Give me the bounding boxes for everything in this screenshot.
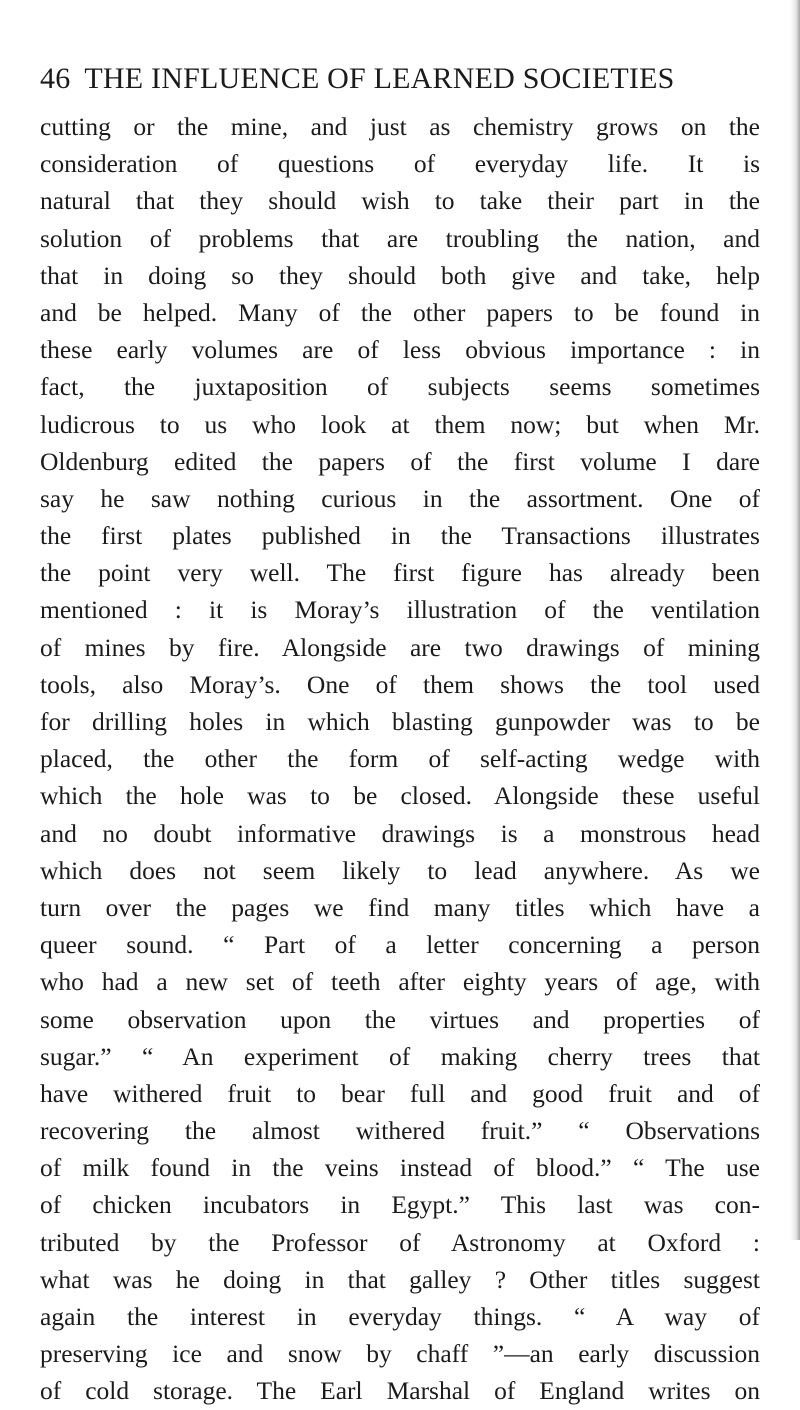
text-line: natural that they should wish to take their part in the [40,186,760,216]
text-line: mentioned : it is Moray’s illustration of the ventilation [40,595,760,625]
text-line: the first plates published in the Transactions illustrates [40,521,760,551]
page-edge-shadow [790,0,800,1240]
text-line: fact, the juxtaposition of subjects seems sometimes [40,372,760,402]
text-line: which the hole was to be closed. Alongside these useful [40,781,760,811]
text-line: again the interest in everyday things. “ A way of [40,1302,760,1331]
text-line: of mines by fire. Alongside are two drawings of mining [40,632,760,662]
text-line: and be helped. Many of the other papers to be found in [40,297,760,327]
text-line: say he saw nothing curious in the assortment. One of [40,483,760,513]
text-line: and no doubt informative drawings is a monstrous head [40,818,760,848]
text-line: what was he doing in that galley ? Other titles suggest [40,1264,760,1294]
book-page [40,0,760,1406]
text-line: that in doing so they should both give and take, help [40,260,760,290]
page-number: 46 [40,62,71,95]
running-head [40,62,760,96]
text-line: for drilling holes in which blasting gunpowder was to be [40,707,760,736]
text-line: recovering the almost withered fruit.” “ Observations [40,1116,760,1146]
text-line: preserving ice and snow by chaff ”—an early discussion [40,1339,760,1369]
body-text [40,108,760,1410]
text-line: tributed by the Professor of Astronomy at Oxford : [40,1227,760,1257]
text-line: who had a new set of teeth after eighty years of age, with [40,967,760,997]
text-line: of milk found in the veins instead of blood.” “ The use [40,1153,760,1183]
text-line: the point very well. The first figure has already been [40,558,760,588]
text-line: turn over the pages we find many titles which have a [40,892,760,922]
text-line: have withered fruit to bear full and good fruit and of [40,1078,760,1108]
text-line: cutting or the mine, and just as chemistry grows on the [40,112,760,141]
text-line: these early volumes are of less obvious importance : in [40,335,760,365]
text-line: tools, also Moray’s. One of them shows the tool used [40,669,760,699]
text-line: consideration of questions of everyday life. It is [40,149,760,179]
text-line: sugar.” “ An experiment of making cherry trees that [40,1041,760,1071]
text-line: placed, the other the form of self-acting wedge with [40,744,760,774]
text-line: Oldenburg edited the papers of the first volume I dare [40,446,760,476]
text-line: ludicrous to us who look at them now; but when Mr. [40,409,760,439]
text-line: of chicken incubators in Egypt.” This last was con- [40,1190,760,1220]
text-line: of cold storage. The Earl Marshal of England writes on [40,1376,760,1406]
text-line: solution of problems that are troubling the nation, and [40,223,760,253]
running-title: THE INFLUENCE OF LEARNED SOCIETIES [84,62,675,95]
text-line: which does not seem likely to lead anywhere. As we [40,855,760,885]
text-line: some observation upon the virtues and properties of [40,1004,760,1034]
text-line: queer sound. “ Part of a letter concerning a person [40,930,760,960]
